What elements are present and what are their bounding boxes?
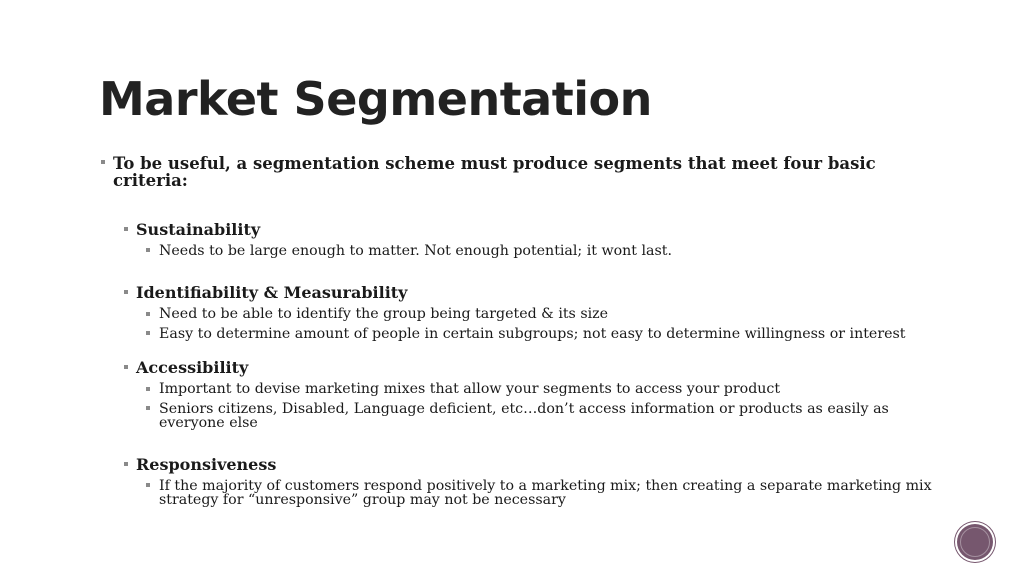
criterion-heading-responsiveness: Responsiveness [136, 455, 277, 474]
criterion-point: If the majority of customers respond positively to a marketing mix; then creating a separate marketing mix strategy for “unresponsive” group may not be necessary [159, 478, 932, 508]
bullet-icon [146, 312, 150, 316]
slide-title: Market Segmentation [99, 72, 652, 126]
criterion-heading-accessibility: Accessibility [136, 358, 249, 377]
criterion-point: Need to be able to identify the group being targeted & its size [159, 306, 609, 322]
bullet-icon [146, 387, 150, 391]
bullet-icon [124, 227, 128, 231]
bullet-icon [124, 290, 128, 294]
bullet-icon [124, 365, 128, 369]
slide-navigation-circle-icon[interactable] [957, 524, 993, 560]
bullet-icon [101, 160, 105, 164]
criterion-point: Easy to determine amount of people in certain subgroups; not easy to determine willingness or interest [159, 326, 906, 342]
bullet-icon [146, 483, 150, 487]
criterion-point: Needs to be large enough to matter. Not enough potential; it wont last. [159, 243, 672, 259]
bullet-icon [146, 331, 150, 335]
criterion-heading-identifiability: Identifiability & Measurability [136, 283, 408, 302]
bullet-icon [146, 248, 150, 252]
bullet-icon [124, 462, 128, 466]
criterion-point: Seniors citizens, Disabled, Language deficient, etc…don’t access information or products as easily as everyone else [159, 401, 889, 431]
criterion-point: Important to devise marketing mixes that allow your segments to access your product [159, 381, 781, 397]
bullet-icon [146, 406, 150, 410]
intro-text: To be useful, a segmentation scheme must produce segments that meet four basic criteria: [113, 154, 876, 190]
criterion-heading-sustainability: Sustainability [136, 220, 261, 239]
